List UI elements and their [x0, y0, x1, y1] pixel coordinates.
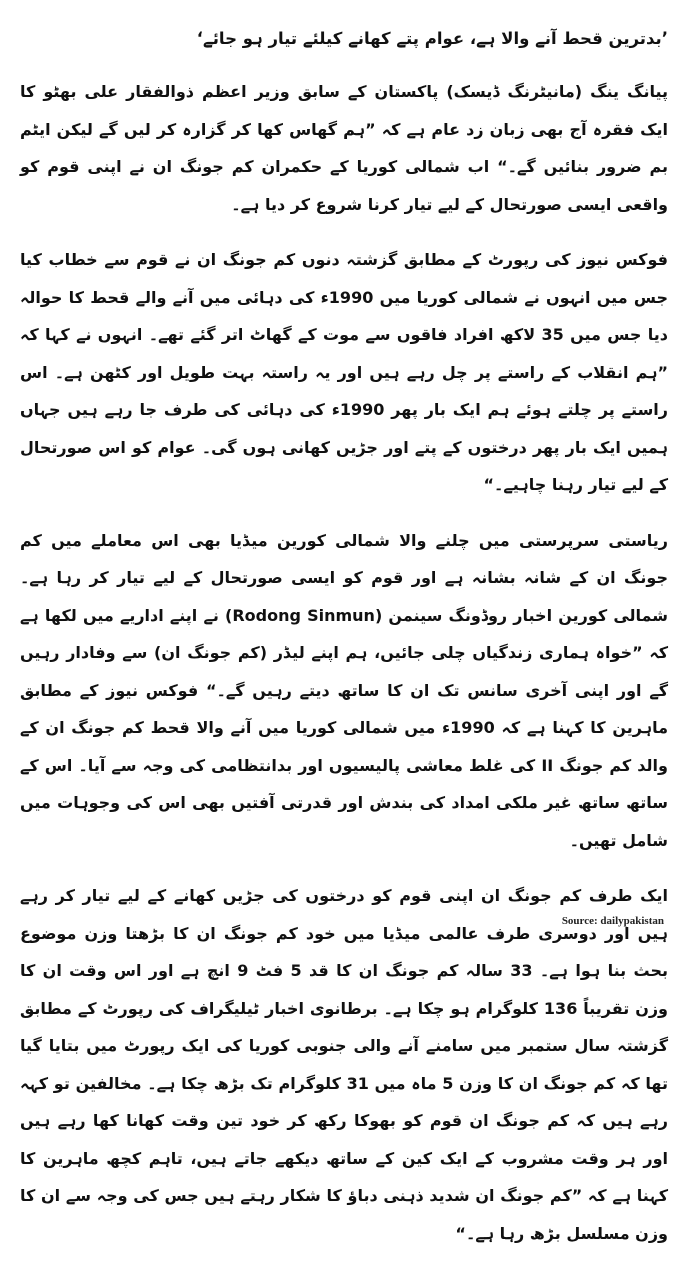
paragraph-media: ریاستی سرپرستی میں چلنے والا شمالی کورین میڈیا بھی اس معاملے میں کم جونگ ان کے شانہ بشانہ ہے اور قوم کو ایسی صورتحال کے لیے تیار کر رہا ہے۔ شمالی کورین اخبار روڈونگ سینمن (Rodong Sinmun) نے اپنے اداریے میں لکھا ہے کہ ”خواہ ہماری زندگیاں چلی جائیں، ہم اپنے لیڈر (کم جونگ ان) سے وفادار رہیں گے اور اپنی آخری سانس تک ان کا ساتھ دیتے رہیں گے۔“ فوکس نیوز کے مطابق ماہرین کا کہنا ہے کہ 1990ء میں شمالی کوریا میں آنے والا قحط کم جونگ ان کے والد کم جونگ II کی غلط معاشی پالیسیوں اور بدانتظامی کی وجہ سے آیا۔ اس کے ساتھ ساتھ غیر ملکی امداد کی بندش اور قدرتی آفتیں بھی اس کی وجوہات میں شامل تھیں۔	[20, 530, 669, 850]
article-headline: ’بدترین قحط آنے والا ہے، عوام پتے کھانے کیلئے تیار ہو جائے‘	[196, 29, 668, 48]
paragraph-intro: پیانگ ینگ (مانیٹرنگ ڈیسک) پاکستان کے سابق وزیر اعظم ذوالفقار علی بھٹو کا ایک فقرہ آج بھی زبان زد عام ہے کہ ”ہم گھاس کھا کر گزارہ کر لیں گے لیکن ایٹم بم ضرور بنائیں گے۔“ اب شمالی کوریا کے حکمران کم جونگ ان نے اپنی قوم کو واقعی ایسی صورتحال کے لیے تیار کرنا شروع کر دیا ہے۔	[20, 82, 668, 214]
paragraph-weight: ایک طرف کم جونگ ان اپنی قوم کو درختوں کی جڑیں کھانے کے لیے تیار کر رہے ہیں اور دوسری طرف عالمی میڈیا میں خود کم جونگ ان کا بڑھتا وزن موضوع بحث بنا ہوا ہے۔ 33 سالہ کم جونگ ان کا قد 5 فٹ 9 انچ ہے اور اس وقت ان کا وزن تقریباً 136 کلوگرام ہو چکا ہے۔ برطانوی اخبار ٹیلیگراف کی رپورٹ کے مطابق گزشتہ سال ستمبر میں سامنے آنے والی جنوبی کوریا کی ایک رپورٹ میں بتایا گیا تھا کہ کم جونگ ان کا وزن 5 ماہ میں 31 کلوگرام تک بڑھ چکا ہے۔ مخالفین تو کہہ رہے ہیں کہ کم جونگ ان قوم کو بھوکا رکھ کر خود تین وقت کھانا کھا رہے ہیں اور ہر وقت مشروب کے ایک کین کے ساتھ دیکھے جاتے ہیں، تاہم کچھ ماہرین کا کہنا ہے کہ ”کم جونگ ان شدید ذہنی دباؤ کا شکار رہتے ہیں جس کی وجہ سے ان کا وزن مسلسل بڑھ رہا ہے۔“	[20, 886, 669, 1243]
source-credit: Source: dailypakistan	[561, 915, 664, 927]
article-body	[20, 22, 668, 1270]
paragraph-speech: فوکس نیوز کی رپورٹ کے مطابق گزشتہ دنوں کم جونگ ان نے قوم سے خطاب کیا جس میں انہوں نے شمالی کوریا میں 1990ء کی دہائی میں آنے والے قحط کا حوالہ دیا جس میں 35 لاکھ افراد فاقوں سے موت کے گھاٹ اتر گئے تھے۔ انہوں نے کہا کہ ”ہم انقلاب کے راستے پر چل رہے ہیں اور یہ راستہ بہت طویل اور کٹھن ہے۔ اس راستے پر چلتے ہوئے ہم ایک بار پھر 1990ء کی دہائی کی طرف جا رہے ہیں جہاں ہمیں ایک بار پھر درختوں کے پتے اور جڑیں کھانی ہوں گی۔ عوام کو اس صورتحال کے لیے تیار رہنا چاہیے۔“	[20, 250, 669, 494]
